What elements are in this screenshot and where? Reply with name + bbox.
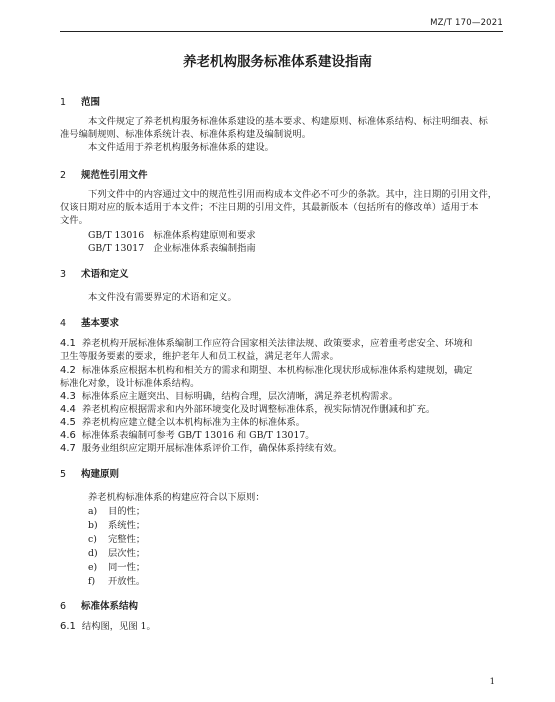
clause-number: 4.1	[60, 338, 76, 349]
list-item-text: 层次性；	[108, 548, 146, 559]
section-title: 范围	[81, 97, 101, 108]
clause-text: 养老机构应建立健全以本机构标准为主体的标准体系。	[81, 417, 306, 428]
clause-4-2	[60, 364, 506, 377]
section-2-heading	[60, 167, 148, 181]
list-item	[88, 573, 145, 587]
list-item-text: 完整性；	[108, 534, 146, 545]
clause-4-6	[60, 429, 506, 442]
section-title: 术语和定义	[81, 269, 129, 280]
document-title: 养老机构服务标准体系建设指南	[183, 54, 372, 70]
scope-line-2: 准号编制规则、标准体系统计表、标准体系构建及编制说明。	[60, 129, 312, 140]
section-title: 构建原则	[81, 469, 120, 480]
clause-number: 4.5	[60, 417, 76, 428]
normative-reference-1: GB/T 13016 标准体系构建原则和要求	[88, 230, 256, 241]
list-item-text: 开放性。	[108, 576, 146, 587]
section-number: 4	[60, 318, 67, 329]
clause-text: 标准体系应主题突出、目标明确，结构合理，层次清晰，满足养老机构需求。	[81, 391, 399, 402]
section-title: 基本要求	[81, 318, 120, 329]
clause-6-1	[60, 620, 506, 633]
clause-4-3	[60, 390, 506, 403]
clause-number: 4.2	[60, 365, 76, 376]
list-item	[88, 531, 145, 545]
section-title: 标准体系结构	[81, 601, 139, 612]
section-3-heading	[60, 266, 129, 280]
list-item-label: e)	[88, 562, 98, 573]
clause-4-1	[60, 337, 506, 350]
clause-number: 4.3	[60, 391, 76, 402]
section-number: 3	[60, 269, 67, 280]
list-item-label: b)	[88, 520, 98, 531]
section-title: 规范性引用文件	[81, 170, 148, 181]
clause-text: 标准体系表编制可参考 GB/T 13016 和 GB/T 13017。	[81, 430, 315, 441]
list-item	[88, 517, 145, 531]
clause-4-1-continued: 卫生等服务要素的要求，维护老年人和员工权益，满足老年人需求。	[60, 351, 339, 362]
clause-4-5	[60, 416, 506, 429]
normative-reference-2: GB/T 13017 企业标准体系表编制指南	[88, 243, 256, 254]
normative-line-1: 下列文件中的内容通过文中的规范性引用而构成本文件必不可少的条款。其中，注日期的引用文件，	[88, 189, 498, 200]
list-item-label: c)	[88, 534, 97, 545]
section-5-heading	[60, 466, 119, 480]
list-item-label: a)	[88, 506, 98, 517]
scope-line-1: 本文件规定了养老机构服务标准体系建设的基本要求、构建原则、标准体系结构、标注明细表、标	[88, 116, 488, 127]
clause-number: 6.1	[60, 621, 76, 632]
list-item	[88, 545, 145, 559]
scope-paragraph-2: 本文件适用于养老机构服务标准体系的建设。	[88, 142, 274, 153]
list-item-label: d)	[88, 548, 98, 559]
section-1-heading	[60, 94, 100, 108]
clause-4-2-continued: 标准化对象，设计标准体系结构。	[60, 378, 200, 389]
clause-text: 养老机构开展标准体系编制工作应符合国家相关法律法规、政策要求，应着重考虑安全、环境和	[81, 338, 473, 349]
section-number: 5	[60, 469, 67, 480]
clause-number: 4.6	[60, 430, 76, 441]
section-number: 1	[60, 97, 67, 108]
section-4-heading	[60, 315, 119, 329]
header-rule	[60, 31, 503, 32]
section-number: 6	[60, 601, 67, 612]
section-number: 2	[60, 170, 67, 181]
clause-number: 4.7	[60, 443, 76, 454]
section-6-heading	[60, 598, 138, 612]
list-item-text: 目的性；	[108, 506, 146, 517]
normative-line-3: 文件。	[60, 215, 88, 226]
list-item	[88, 559, 145, 573]
clause-number: 4.4	[60, 404, 76, 415]
list-item-text: 系统性；	[108, 520, 146, 531]
list-item-text: 同一性；	[108, 562, 146, 573]
standard-code: MZ/T 170—2021	[430, 18, 503, 28]
clause-text: 养老机构应根据需求和内外部环境变化及时调整标准体系，视实际情况作删减和扩充。	[81, 404, 436, 415]
normative-line-2: 仅该日期对应的版本适用于本文件；不注日期的引用文件，其最新版本（包括所有的修改单）适用于本	[60, 202, 479, 213]
principles-intro: 养老机构标准体系的构建应符合以下原则：	[88, 492, 265, 503]
list-item-label: f)	[88, 576, 96, 587]
clause-text: 标准体系应根据本机构和相关方的需求和期望、本机构标准化现状形成标准体系构建规划，确定	[81, 365, 473, 376]
page-number: 1	[489, 677, 495, 687]
clause-text: 服务业组织应定期开展标准体系评价工作，确保体系持续有效。	[81, 443, 343, 454]
terms-paragraph: 本文件没有需要界定的术语和定义。	[88, 292, 237, 303]
clause-text: 结构图，见图 1。	[81, 621, 156, 632]
clause-4-7	[60, 442, 506, 455]
clause-4-4	[60, 403, 506, 416]
list-item	[88, 503, 145, 517]
